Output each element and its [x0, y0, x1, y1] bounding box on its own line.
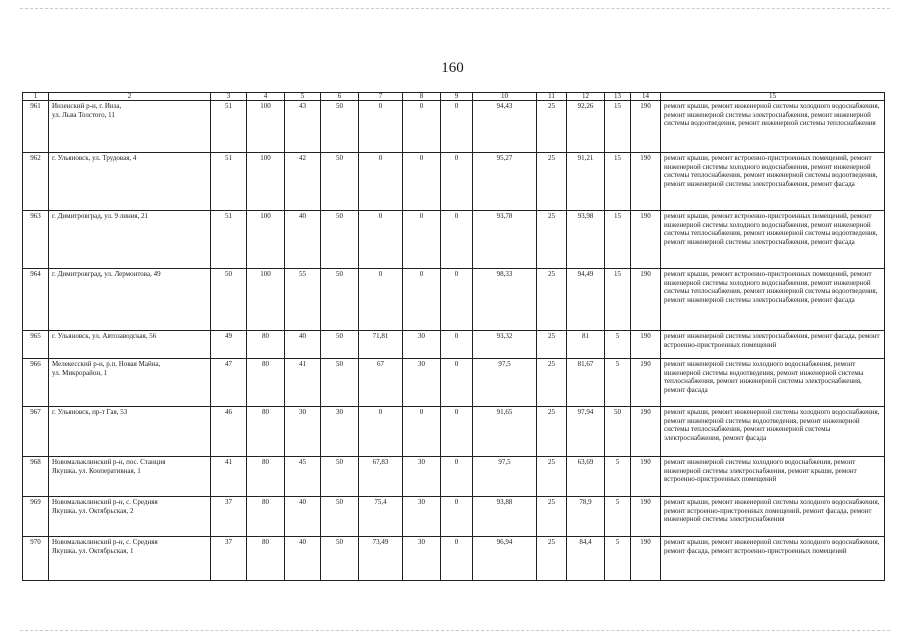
address-line: Якушка, ул. Кооперативная, 1 [52, 466, 141, 475]
value-cell-8: 0 [403, 407, 441, 457]
value-cell-13: 15 [605, 101, 631, 153]
address-line: ул. Микрорайон, 1 [52, 368, 108, 377]
value-cell-12: 91,21 [567, 153, 605, 211]
repair-works-cell: ремонт крыши, ремонт инженерной системы холодного водоснабжения, ремонт фасада, ремонт встроенно-пристроенных помещений [661, 537, 885, 581]
value-cell-3: 50 [211, 269, 247, 331]
column-header-10: 10 [473, 93, 537, 101]
row-number: 965 [23, 331, 49, 359]
value-cell-11: 25 [537, 153, 567, 211]
value-cell-13: 15 [605, 153, 631, 211]
value-cell-13: 5 [605, 457, 631, 497]
row-number: 961 [23, 101, 49, 153]
value-cell-5: 40 [285, 537, 321, 581]
column-header-1: 1 [23, 93, 49, 101]
value-cell-10: 93,78 [473, 211, 537, 269]
column-header-14: 14 [631, 93, 661, 101]
value-cell-3: 37 [211, 497, 247, 537]
column-header-11: 11 [537, 93, 567, 101]
value-cell-9: 0 [441, 101, 473, 153]
value-cell-12: 78,9 [567, 497, 605, 537]
value-cell-7: 73,49 [359, 537, 403, 581]
value-cell-13: 5 [605, 537, 631, 581]
column-header-12: 12 [567, 93, 605, 101]
value-cell-6: 50 [321, 101, 359, 153]
value-cell-11: 25 [537, 211, 567, 269]
value-cell-4: 80 [247, 497, 285, 537]
repair-program-table [22, 92, 885, 581]
value-cell-10: 95,27 [473, 153, 537, 211]
repair-works-cell: ремонт инженерной системы холодного водоснабжения, ремонт инженерной системы электроснабжения, ремонт крыши, ремонт встроенно-пристроенных помещений [661, 457, 885, 497]
table-row [23, 211, 885, 269]
column-header-8: 8 [403, 93, 441, 101]
value-cell-4: 80 [247, 331, 285, 359]
address-line: Якушка, ул. Октябрьская, 2 [52, 506, 134, 515]
value-cell-6: 50 [321, 537, 359, 581]
value-cell-10: 93,32 [473, 331, 537, 359]
value-cell-7: 75,4 [359, 497, 403, 537]
repair-works-cell: ремонт крыши, ремонт встроенно-пристроенных помещений, ремонт инженерной системы холодного водоснабжения, ремонт инженерной системы теплоснабжения, ремонт инженерной системы водоотведения, ремонт инженерной системы электроснабжения, ремонт фасада [661, 153, 885, 211]
repair-works-cell: ремонт крыши, ремонт встроенно-пристроенных помещений, ремонт инженерной системы холодного водоснабжения, ремонт инженерной системы теплоснабжения, ремонт инженерной системы водоотведения, ремонт инженерной системы электроснабжения, ремонт фасада [661, 211, 885, 269]
value-cell-8: 0 [403, 153, 441, 211]
value-cell-8: 30 [403, 359, 441, 407]
address-cell [49, 331, 211, 359]
row-number: 969 [23, 497, 49, 537]
repair-works-cell: ремонт инженерной системы холодного водоснабжения, ремонт инженерной системы водоотведения, ремонт инженерной системы теплоснабжения, ремонт инженерной системы электроснабжения, ремонт фасада [661, 359, 885, 407]
value-cell-5: 43 [285, 101, 321, 153]
value-cell-12: 81,67 [567, 359, 605, 407]
value-cell-3: 41 [211, 457, 247, 497]
value-cell-3: 47 [211, 359, 247, 407]
address-line: г. Димитровград, ул. Лермонтова, 49 [52, 270, 161, 278]
value-cell-13: 5 [605, 497, 631, 537]
address-cell [49, 211, 211, 269]
value-cell-11: 25 [537, 359, 567, 407]
repair-works-cell: ремонт крыши, ремонт встроенно-пристроенных помещений, ремонт инженерной системы холодного водоснабжения, ремонт инженерной системы теплоснабжения, ремонт инженерной системы водоотведения, ремонт инженерной системы электроснабжения, ремонт фасада [661, 269, 885, 331]
value-cell-5: 40 [285, 497, 321, 537]
page-number: 160 [441, 60, 464, 76]
value-cell-5: 55 [285, 269, 321, 331]
table-row [23, 457, 885, 497]
value-cell-11: 25 [537, 497, 567, 537]
scan-artifact-bottom [20, 630, 890, 631]
value-cell-14: 190 [631, 269, 661, 331]
value-cell-9: 0 [441, 407, 473, 457]
column-header-9: 9 [441, 93, 473, 101]
row-number: 966 [23, 359, 49, 407]
value-cell-12: 63,69 [567, 457, 605, 497]
address-cell [49, 359, 211, 407]
row-number: 962 [23, 153, 49, 211]
address-line: г. Ульяновск, пр-т Гая, 53 [52, 408, 128, 416]
value-cell-12: 81 [567, 331, 605, 359]
value-cell-12: 84,4 [567, 537, 605, 581]
value-cell-7: 0 [359, 211, 403, 269]
value-cell-9: 0 [441, 359, 473, 407]
table-row [23, 359, 885, 407]
value-cell-7: 67 [359, 359, 403, 407]
value-cell-11: 25 [537, 457, 567, 497]
address-cell [49, 497, 211, 537]
value-cell-14: 190 [631, 331, 661, 359]
value-cell-13: 50 [605, 407, 631, 457]
row-number: 968 [23, 457, 49, 497]
value-cell-8: 0 [403, 269, 441, 331]
value-cell-13: 15 [605, 211, 631, 269]
address-cell [49, 269, 211, 331]
value-cell-8: 30 [403, 457, 441, 497]
address-line: Якушка, ул. Октябрьская, 1 [52, 546, 134, 555]
value-cell-3: 51 [211, 211, 247, 269]
value-cell-11: 25 [537, 407, 567, 457]
value-cell-4: 80 [247, 407, 285, 457]
table-body [23, 101, 885, 581]
table-row [23, 331, 885, 359]
repair-works-cell: ремонт инженерной системы электроснабжения, ремонт фасада, ремонт встроенно-пристроенных помещений [661, 331, 885, 359]
value-cell-14: 190 [631, 457, 661, 497]
value-cell-10: 98,33 [473, 269, 537, 331]
value-cell-4: 100 [247, 101, 285, 153]
value-cell-9: 0 [441, 537, 473, 581]
table-row [23, 407, 885, 457]
address-cell [49, 537, 211, 581]
value-cell-12: 94,49 [567, 269, 605, 331]
value-cell-6: 30 [321, 407, 359, 457]
value-cell-9: 0 [441, 331, 473, 359]
value-cell-9: 0 [441, 457, 473, 497]
value-cell-3: 37 [211, 537, 247, 581]
column-header-2: 2 [49, 93, 211, 101]
value-cell-10: 94,43 [473, 101, 537, 153]
value-cell-4: 100 [247, 153, 285, 211]
value-cell-10: 93,88 [473, 497, 537, 537]
value-cell-7: 67,83 [359, 457, 403, 497]
value-cell-3: 51 [211, 101, 247, 153]
value-cell-6: 50 [321, 457, 359, 497]
value-cell-11: 25 [537, 101, 567, 153]
value-cell-8: 0 [403, 211, 441, 269]
row-number: 970 [23, 537, 49, 581]
value-cell-7: 0 [359, 153, 403, 211]
value-cell-8: 30 [403, 331, 441, 359]
value-cell-3: 51 [211, 153, 247, 211]
value-cell-14: 190 [631, 497, 661, 537]
value-cell-14: 190 [631, 153, 661, 211]
value-cell-9: 0 [441, 153, 473, 211]
column-header-3: 3 [211, 93, 247, 101]
value-cell-6: 50 [321, 359, 359, 407]
column-header-5: 5 [285, 93, 321, 101]
address-line: Новомалыклинский р-н, с. Средняя [52, 538, 158, 546]
row-number: 963 [23, 211, 49, 269]
value-cell-10: 91,65 [473, 407, 537, 457]
value-cell-7: 0 [359, 269, 403, 331]
value-cell-5: 45 [285, 457, 321, 497]
value-cell-10: 97,5 [473, 359, 537, 407]
value-cell-4: 80 [247, 457, 285, 497]
value-cell-10: 97,5 [473, 457, 537, 497]
value-cell-6: 50 [321, 211, 359, 269]
value-cell-9: 0 [441, 269, 473, 331]
value-cell-11: 25 [537, 269, 567, 331]
value-cell-14: 190 [631, 101, 661, 153]
value-cell-7: 0 [359, 101, 403, 153]
column-header-6: 6 [321, 93, 359, 101]
value-cell-6: 50 [321, 269, 359, 331]
value-cell-4: 80 [247, 359, 285, 407]
address-line: Мелекесский р-н, р.п. Новая Майна, [52, 360, 161, 368]
row-number: 964 [23, 269, 49, 331]
value-cell-5: 40 [285, 211, 321, 269]
value-cell-11: 25 [537, 537, 567, 581]
column-header-13: 13 [605, 93, 631, 101]
repair-works-cell: ремонт крыши, ремонт инженерной системы холодного водоснабжения, ремонт инженерной системы электроснабжения, ремонт инженерной системы водоотведения, ремонт инженерной системы теплоснабжения [661, 101, 885, 153]
address-cell [49, 407, 211, 457]
value-cell-10: 96,94 [473, 537, 537, 581]
value-cell-4: 100 [247, 269, 285, 331]
value-cell-8: 30 [403, 537, 441, 581]
table-row [23, 101, 885, 153]
value-cell-5: 41 [285, 359, 321, 407]
value-cell-5: 40 [285, 331, 321, 359]
value-cell-5: 42 [285, 153, 321, 211]
value-cell-3: 49 [211, 331, 247, 359]
column-header-7: 7 [359, 93, 403, 101]
value-cell-14: 190 [631, 359, 661, 407]
value-cell-12: 97,94 [567, 407, 605, 457]
address-line: Новомалыклинский р-н, пос. Станция [52, 458, 166, 466]
table-row [23, 269, 885, 331]
address-cell [49, 457, 211, 497]
address-line: Инзенский р-н, г. Инза, [52, 102, 122, 110]
address-cell [49, 101, 211, 153]
repair-works-cell: ремонт крыши, ремонт инженерной системы холодного водоснабжения, ремонт встроенно-пристроенных помещений, ремонт фасада, ремонт инженерной системы электроснабжения [661, 497, 885, 537]
value-cell-11: 25 [537, 331, 567, 359]
value-cell-4: 100 [247, 211, 285, 269]
value-cell-12: 92,26 [567, 101, 605, 153]
value-cell-14: 190 [631, 211, 661, 269]
value-cell-5: 30 [285, 407, 321, 457]
address-line: г. Димитровград, ул. 9 линия, 21 [52, 212, 149, 220]
value-cell-13: 15 [605, 269, 631, 331]
value-cell-14: 190 [631, 537, 661, 581]
value-cell-6: 50 [321, 497, 359, 537]
value-cell-7: 0 [359, 407, 403, 457]
scan-artifact-top [20, 8, 890, 9]
column-header-4: 4 [247, 93, 285, 101]
value-cell-8: 0 [403, 101, 441, 153]
value-cell-12: 93,98 [567, 211, 605, 269]
column-header-15: 15 [661, 93, 885, 101]
address-line: Новомалыклинский р-н, с. Средняя [52, 498, 158, 506]
value-cell-14: 190 [631, 407, 661, 457]
table-header-row [23, 93, 885, 101]
table-row [23, 537, 885, 581]
value-cell-6: 50 [321, 331, 359, 359]
value-cell-9: 0 [441, 497, 473, 537]
value-cell-13: 5 [605, 331, 631, 359]
address-line: ул. Льва Толстого, 11 [52, 110, 115, 119]
table-row [23, 153, 885, 211]
address-cell [49, 153, 211, 211]
value-cell-8: 30 [403, 497, 441, 537]
repair-works-cell: ремонт крыши, ремонт инженерной системы холодного водоснабжения, ремонт инженерной системы водоотведения, ремонт инженерной системы теплоснабжения, ремонт инженерной системы электроснабжения, ремонт фасада [661, 407, 885, 457]
value-cell-13: 5 [605, 359, 631, 407]
table-row [23, 497, 885, 537]
value-cell-3: 46 [211, 407, 247, 457]
row-number: 967 [23, 407, 49, 457]
value-cell-9: 0 [441, 211, 473, 269]
value-cell-6: 50 [321, 153, 359, 211]
value-cell-4: 80 [247, 537, 285, 581]
address-line: г. Ульяновск, ул. Трудовая, 4 [52, 154, 137, 162]
address-line: г. Ульяновск, ул. Автозаводская, 56 [52, 332, 157, 340]
value-cell-7: 71,81 [359, 331, 403, 359]
